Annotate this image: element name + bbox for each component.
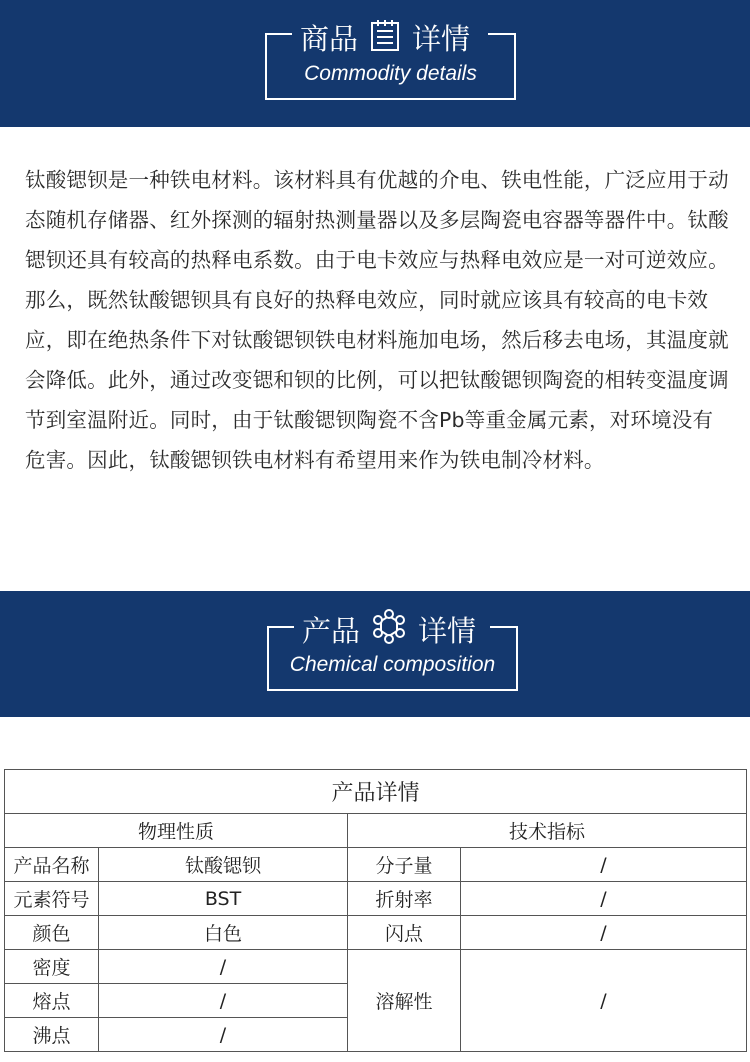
commodity-details-banner [0, 0, 750, 127]
banner2-subtitle: Chemical composition [289, 653, 496, 676]
row-value: / [99, 950, 348, 984]
row-value-2: / [461, 882, 747, 916]
row-value-2: / [461, 916, 747, 950]
row-value: 钛酸锶钡 [99, 848, 348, 882]
row-value: / [99, 984, 348, 1018]
banner2-title [302, 609, 476, 653]
group-physical-properties: 物理性质 [5, 814, 348, 848]
table-row [5, 950, 747, 984]
row-value: BST [99, 882, 348, 916]
table-row [5, 848, 747, 882]
row-value-2: / [461, 848, 747, 882]
notepad-icon [368, 18, 402, 60]
intro-paragraph: 钛酸锶钡是一种铁电材料。该材料具有优越的介电、铁电性能，广泛应用于动态随机存储器、红外探测的辐射热测量器以及多层陶瓷电容器等器件中。钛酸锶钡还具有较高的热释电系数。由于电卡效应与热释电效应是一对可逆效应。那么，既然钛酸锶钡具有良好的热释电效应，同时就应该具有较高的电卡效应，即在绝热条件下对钛酸锶钡铁电材料施加电场，然后移去电场，其温度就会降低。此外，通过改变锶和钡的比例，可以把钛酸锶钡陶瓷的相转变温度调节到室温附近。同时，由于钛酸锶钡陶瓷不含Pb等重金属元素，对环境没有危害。因此，钛酸锶钡铁电材料有希望用来作为铁电制冷材料。 [25, 168, 729, 472]
banner-title-left: 商品 [300, 22, 359, 56]
table-row [5, 882, 747, 916]
product-spec-table [4, 769, 747, 1052]
chemical-composition-banner [0, 591, 750, 717]
row-label: 熔点 [5, 984, 99, 1018]
row-label: 元素符号 [5, 882, 99, 916]
row-value: 白色 [99, 916, 348, 950]
row-label-2: 闪点 [348, 916, 461, 950]
table-row [5, 916, 747, 950]
row-label: 沸点 [5, 1018, 99, 1052]
banner-subtitle: Commodity details [304, 62, 477, 85]
row-value: / [99, 1018, 348, 1052]
row-label-2: 分子量 [348, 848, 461, 882]
molecule-icon [370, 609, 408, 653]
banner2-title-left: 产品 [302, 614, 361, 648]
row-label: 产品名称 [5, 848, 99, 882]
row-label: 密度 [5, 950, 99, 984]
solubility-label: 溶解性 [348, 950, 461, 1052]
row-label: 颜色 [5, 916, 99, 950]
table-title: 产品详情 [5, 770, 747, 814]
solubility-value: / [461, 950, 747, 1052]
row-label-2: 折射率 [348, 882, 461, 916]
banner-title-right: 详情 [412, 22, 471, 56]
group-technical-specs: 技术指标 [348, 814, 747, 848]
banner2-title-right: 详情 [418, 614, 477, 648]
banner-title [300, 18, 470, 60]
